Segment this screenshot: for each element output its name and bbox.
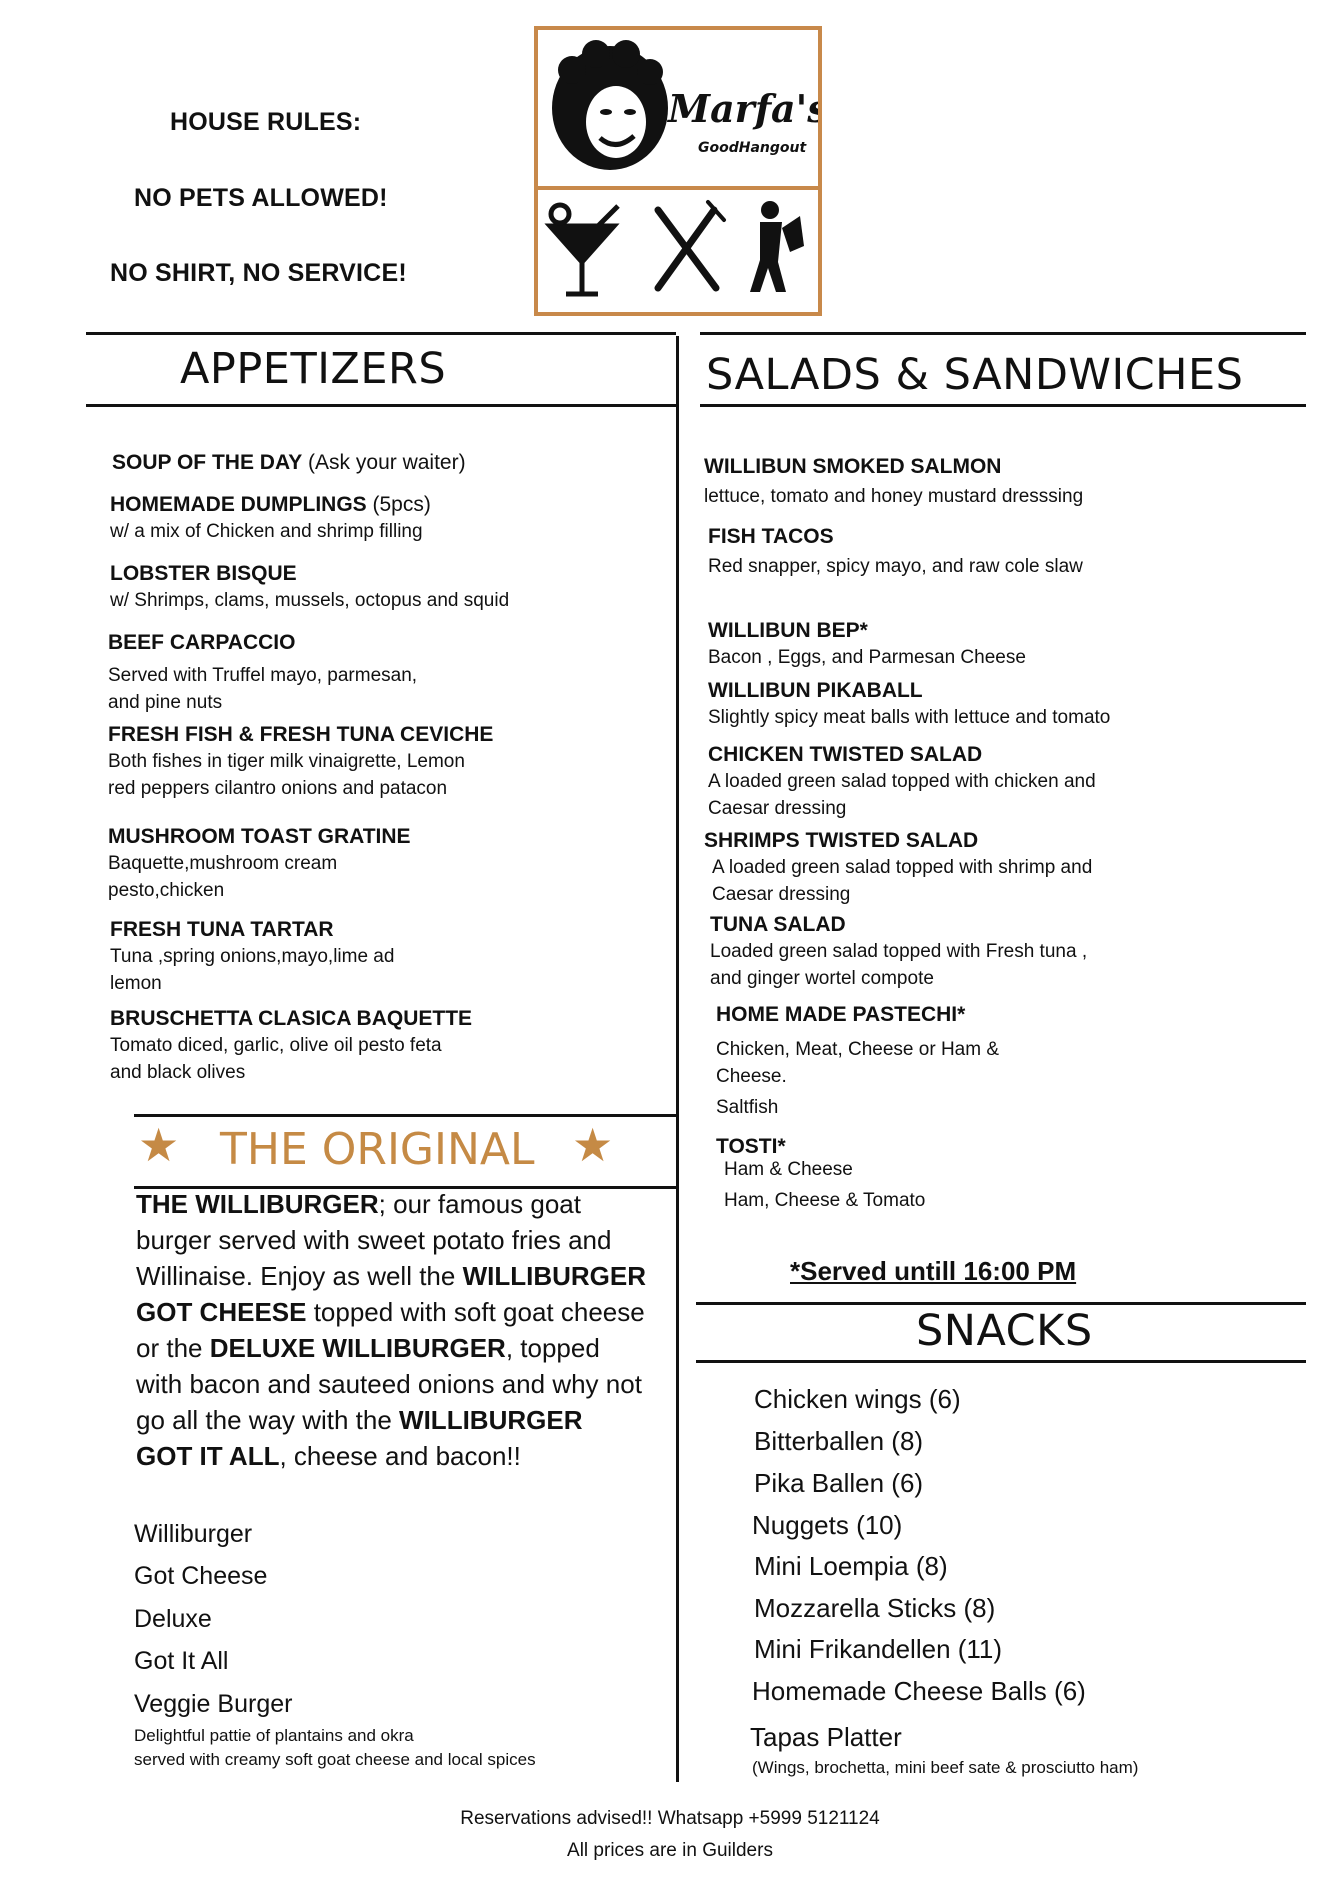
divider	[700, 404, 1306, 407]
divider	[86, 332, 676, 335]
snack-item: Mini Loempia (8)	[754, 1551, 948, 1581]
menu-item: TUNA SALAD Loaded green salad topped with Fresh tuna , and ginger wortel compote	[710, 913, 1088, 989]
snack-item: Homemade Cheese Balls (6)	[752, 1676, 1086, 1706]
portrait-icon	[552, 40, 668, 170]
williburger-description: THE WILLIBURGER; our famous goat burger served with sweet potato fries and Willinaise. Enjoy as well the WILLIBURGER GOT CHEESE topped with soft goat cheese or the DELUXE WILLIBURGER, topped with bacon and sauteed onions and why not go all the way with the WILLIBURGER GOT IT ALL, cheese and bacon!!	[136, 1189, 646, 1471]
snack-item: Pika Ballen (6)	[754, 1468, 924, 1498]
menu-item: HOME MADE PASTECHI* Chicken, Meat, Cheese or Ham & Cheese. Saltfish	[716, 1003, 1000, 1118]
burger-item: Deluxe	[134, 1605, 212, 1633]
reservations-note: Reservations advised!! Whatsapp +5999 5121124	[460, 1808, 880, 1829]
the-original-title: THE ORIGINAL	[220, 1124, 535, 1175]
menu-item: WILLIBUN PIKABALL Slightly spicy meat balls with lettuce and tomato	[708, 679, 1111, 728]
salads-title: SALADS & SANDWICHES	[706, 350, 1244, 400]
star-icon: ★	[572, 1119, 614, 1171]
burger-item: Got Cheese	[134, 1562, 268, 1590]
cocktail-icon	[550, 205, 618, 294]
menu-item: FISH TACOS Red snapper, spicy mayo, and raw cole slaw	[708, 525, 1083, 577]
snack-item: Tapas Platter	[750, 1722, 902, 1752]
snack-item: Nuggets (10)	[752, 1510, 903, 1540]
menu-item: CHICKEN TWISTED SALAD A loaded green salad topped with chicken and Caesar dressing	[708, 743, 1096, 819]
burger-item: Got It All	[134, 1647, 229, 1675]
menu-item: TOSTI* Ham & Cheese Ham, Cheese & Tomato	[716, 1135, 926, 1211]
menu-item: WILLIBUN SMOKED SALMON lettuce, tomato and honey mustard dresssing	[704, 455, 1084, 507]
divider	[696, 1302, 1306, 1305]
menu-item: FRESH TUNA TARTAR Tuna ,spring onions,mayo,lime ad lemon	[110, 918, 395, 994]
snack-item: Bitterballen (8)	[754, 1426, 924, 1456]
menu-item: BEEF CARPACCIO Served with Truffel mayo, parmesan, and pine nuts	[108, 631, 418, 713]
menu-item: SOUP OF THE DAY (Ask your waiter)	[112, 451, 466, 474]
appetizers-title: APPETIZERS	[180, 344, 447, 394]
logo-art	[538, 30, 818, 312]
restaurant-logo	[534, 26, 822, 316]
burger-item: Veggie Burger	[134, 1690, 293, 1718]
served-until-note: *Served untill 16:00 PM	[790, 1256, 1077, 1286]
column-divider	[676, 336, 679, 1782]
logo-name: Marfa's	[668, 86, 818, 131]
house-rules-title: HOUSE RULES:	[170, 108, 362, 136]
menu-item: HOMEMADE DUMPLINGS (5pcs) w/ a mix of Chicken and shrimp filling	[110, 493, 431, 542]
prices-note: All prices are in Guilders	[567, 1840, 773, 1861]
veggie-description: served with creamy soft goat cheese and local spices	[134, 1750, 536, 1769]
veggie-description: Delightful pattie of plantains and okra	[134, 1726, 414, 1745]
house-rule-pets: NO PETS ALLOWED!	[134, 184, 388, 212]
saxophone-player-icon	[750, 201, 804, 292]
divider	[86, 404, 676, 407]
tapas-description: (Wings, brochetta, mini beef sate & prosciutto ham)	[752, 1758, 1139, 1777]
divider	[134, 1114, 676, 1117]
snacks-title: SNACKS	[916, 1306, 1093, 1356]
menu-item: LOBSTER BISQUE w/ Shrimps, clams, mussels, octopus and squid	[110, 562, 510, 611]
house-rule-shirt: NO SHIRT, NO SERVICE!	[110, 259, 407, 287]
snack-item: Chicken wings (6)	[754, 1384, 961, 1414]
menu-item: BRUSCHETTA CLASICA BAQUETTE Tomato diced, garlic, olive oil pesto feta and black olives	[110, 1007, 473, 1083]
divider	[696, 1360, 1306, 1363]
fork-knife-icon	[658, 202, 724, 288]
star-icon: ★	[138, 1119, 180, 1171]
snack-item: Mini Frikandellen (11)	[754, 1634, 1003, 1664]
menu-item: FRESH FISH & FRESH TUNA CEVICHE Both fishes in tiger milk vinaigrette, Lemon red peppers cilantro onions and patacon	[108, 723, 494, 799]
divider	[700, 332, 1306, 335]
logo-tagline: GoodHangout	[698, 140, 807, 156]
menu-item: SHRIMPS TWISTED SALAD A loaded green salad topped with shrimp and Caesar dressing	[704, 829, 1093, 905]
snack-item: Mozzarella Sticks (8)	[754, 1593, 996, 1623]
menu-item: MUSHROOM TOAST GRATINE Baquette,mushroom cream pesto,chicken	[108, 825, 411, 901]
menu-item: WILLIBUN BEP* Bacon , Eggs, and Parmesan Cheese	[708, 619, 1026, 668]
burger-item: Williburger	[134, 1520, 253, 1548]
